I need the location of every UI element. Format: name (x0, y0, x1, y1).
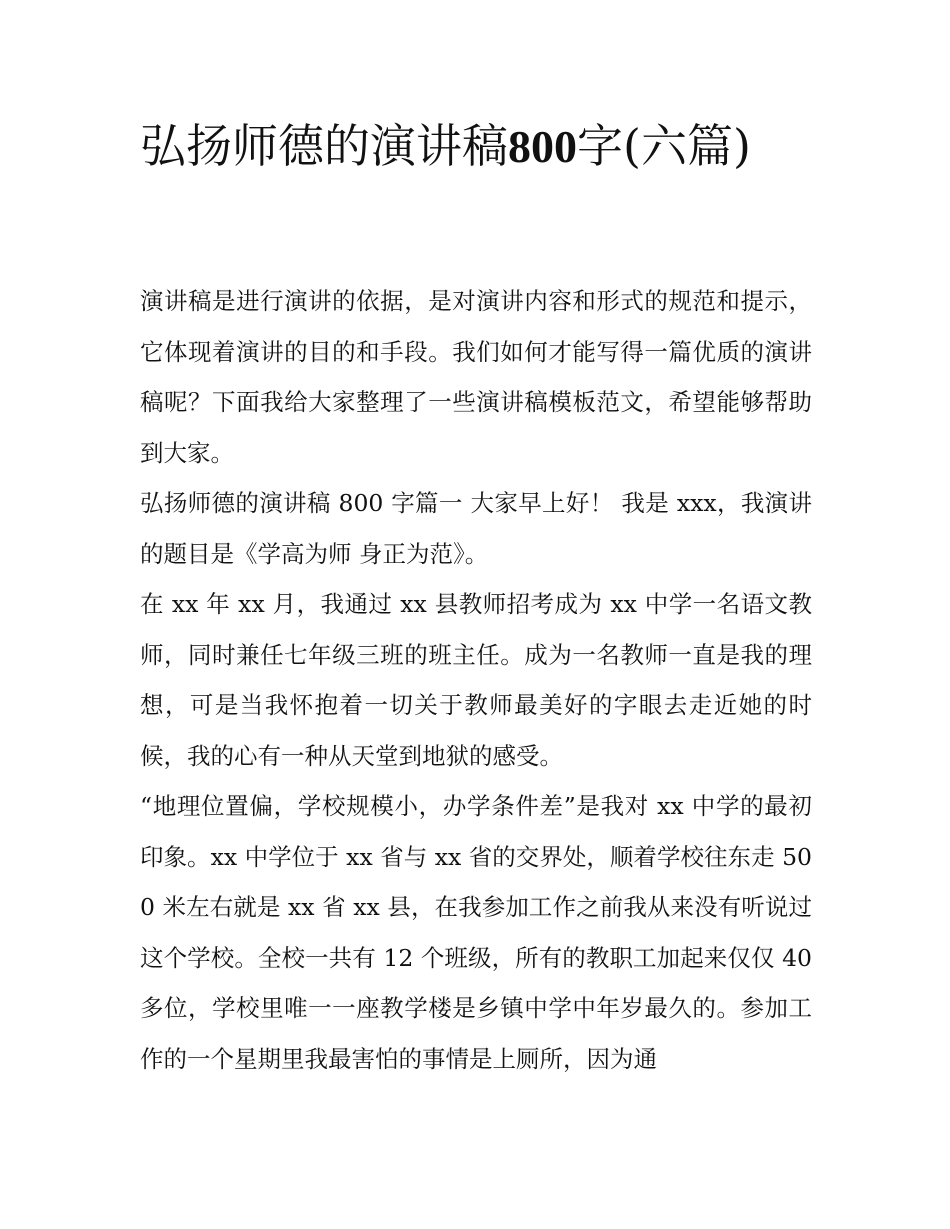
paragraph-greeting: 弘扬师德的演讲稿 800 字篇一 大家早上好！ 我是 xxx，我演讲的题目是《学高为师 身正为范》。 (140, 489, 812, 568)
document-title (140, 114, 810, 179)
title-text: 弘扬师德的演讲稿 (140, 119, 508, 173)
paragraph-background: 在 xx 年 xx 月，我通过 xx 县教师招考成为 xx 中学一名语文教师，同时兼任七年级三班的班主任。成为一名教师一直是我的理想，可是当我怀抱着一切关于教师最美好的字眼去走近她的时候，我的心有一种从天堂到地狱的感受。 (140, 590, 812, 770)
paragraph-intro: 演讲稿是进行演讲的依据，是对演讲内容和形式的规范和提示，它体现着演讲的目的和手段。我们如何才能写得一篇优质的演讲稿呢？下面我给大家整理了一些演讲稿模板范文，希望能够帮助到大家。 (140, 287, 812, 467)
title-text-suffix: 字(六篇) (577, 119, 751, 173)
paragraph-school-description: “地理位置偏，学校规模小，办学条件差”是我对 xx 中学的最初印象。xx 中学位于 xx 省与 xx 省的交界处，顺着学校往东走 500 米左右就是 xx 省 xx 县，在我参加工作之前我从来没有听说过这个学校。全校一共有 12 个班级，所有的教职工加起来仅仅 40 多位，学校里唯一一座教学楼是乡镇中学中年岁最久的。参加工作的一个星期里我最害怕的事情是上厕所，因为通 (140, 792, 812, 1073)
document-body (140, 276, 812, 1084)
title-number: 800 (508, 121, 577, 172)
